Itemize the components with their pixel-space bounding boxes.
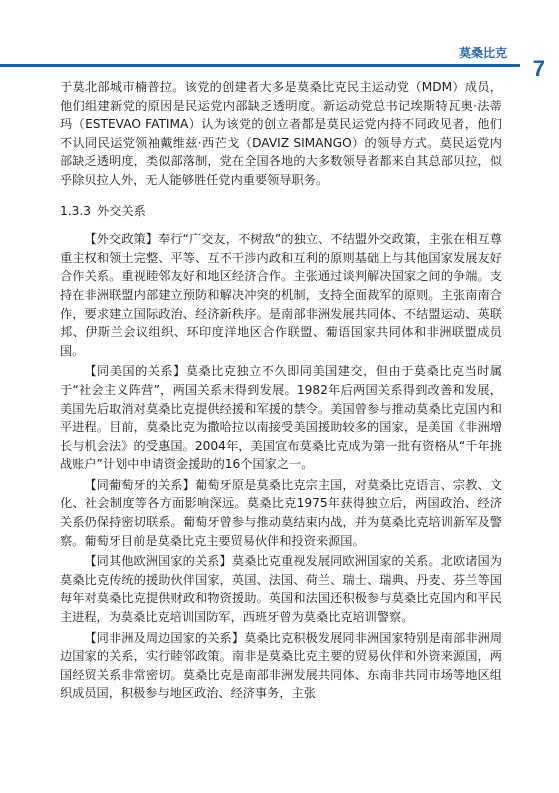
running-header-title: 莫桑比克 — [458, 46, 507, 60]
section-heading — [60, 202, 502, 221]
paragraph-lead: 【外交政策】 — [84, 232, 159, 247]
paragraph-europe-relations — [60, 552, 502, 626]
paragraph-us-relations — [60, 362, 502, 474]
paragraph-text: 葡萄牙原是莫桑比克宗主国，对莫桑比克语言、宗教、文化、社会制度等各方面影响深远。莫桑比克1975年获得独立后，两国政治、经济关系仍保持密切联系。葡萄牙曾参与推动莫结束内战，并为莫桑比克培训新军及警察。葡萄牙目前是莫桑比克主要贸易伙伴和投资来源国。 — [60, 477, 503, 548]
paragraph-lead: 【同葡萄牙的关系】 — [84, 477, 195, 492]
page-body — [60, 78, 502, 703]
page-number: 7 — [532, 56, 545, 81]
paragraph-lead: 【同非洲及周边国家的关系】 — [84, 630, 245, 645]
paragraph-africa-relations — [60, 629, 502, 703]
section-title: 外交关系 — [97, 203, 146, 218]
paragraph-foreign-policy — [60, 230, 502, 360]
paragraph-lead: 【同其他欧洲国家的关系】 — [84, 554, 232, 569]
paragraph-portugal-relations — [60, 476, 502, 550]
section-number: 1.3.3 — [60, 203, 92, 218]
paragraph-lead: 【同美国的关系】 — [84, 364, 186, 379]
paragraph-text: 莫桑比克重视发展同欧洲国家的关系。北欧诸国为莫桑比克传统的援助伙伴国家，英国、法国、荷兰、瑞士、瑞典、丹麦、芬兰等国每年对莫桑比克提供财政和物资援助。英国和法国还积极参与莫桑比克国内和平民主进程，为莫桑比克培训国防军，西班牙曾为莫桑比克培训警察。 — [60, 554, 503, 625]
continuation-paragraph: 于莫北部城市楠普拉。该党的创建者大多是莫桑比克民主运动党（MDM）成员，他们组建新党的原因是民运党内部缺乏透明度。新运动党总书记埃斯特瓦奥·法蒂玛（ESTEVAO FATIMA）认为该党的创立者都是莫民运党内持不同政见者，他们不认同民运党领袖戴维兹·西芒戈（DAVIZ SIMANGO）的领导方式。莫民运党内部缺乏透明度，类似部落制，党在全国各地的大多数领导者都来自其总部贝拉，似乎除贝拉人外，无人能够胜任党内重要领导职务。 — [60, 80, 502, 187]
header-rule — [0, 64, 520, 67]
paragraph-text: 莫桑比克独立不久即同美国建交，但由于莫桑比克当时属于“社会主义阵营”，两国关系未得到发展。1982年后两国关系得到改善和发展，美国先后取消对莫桑比克提供经援和军援的禁令。美国曾参与推动莫桑比克国内和平进程。目前，莫桑比克为撒哈拉以南接受美国援助较多的国家，是美国《非洲增长与机会法》的受惠国。2004年，美国宣布莫桑比克成为第一批有资格从“千年挑战账户”计划中申请资金援助的16个国家之一。 — [60, 364, 503, 472]
paragraph-text: 奉行“广交友，不树敌”的独立、不结盟外交政策，主张在相互尊重主权和领土完整、平等、互不干涉内政和互利的原则基础上与其他国家发展友好合作关系。重视睦邻友好和地区经济合作。主张通过谈判解决国家之间的争端。支持在非洲联盟内部建立预防和解决冲突的机制，支持全面裁军的原则。主张南南合作，要求建立国际政治、经济新秩序。是南部非洲发展共同体、不结盟运动、英联邦、伊斯兰会议组织、环印度洋地区合作联盟、葡语国家共同体和非洲联盟成员国。 — [60, 232, 502, 358]
paragraph-text: 莫桑比克积极发展同非洲国家特别是南部非洲周边国家的关系，实行睦邻政策。南非是莫桑比克主要的贸易伙伴和外资来源国，两国经贸关系非常密切。莫桑比克是南部非洲发展共同体、东南非共同市场等地区组织成员国，积极参与地区政治、经济事务，主张 — [60, 630, 503, 701]
